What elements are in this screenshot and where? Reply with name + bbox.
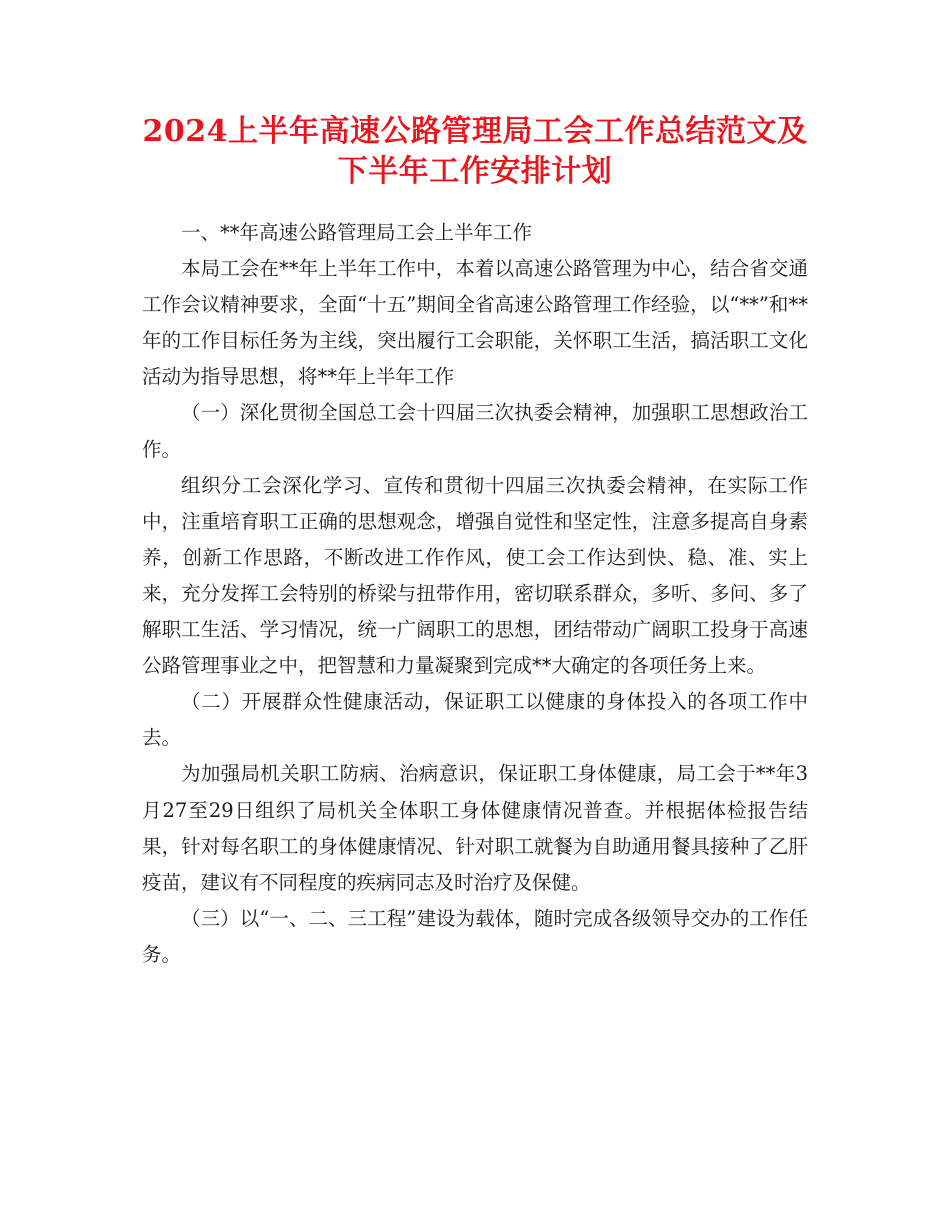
title-line-2: 下半年工作安排计划 — [337, 154, 613, 189]
document-body — [142, 215, 808, 973]
paragraph: 组织分工会深化学习、宣传和贯彻十四届三次执委会精神，在实际工作中，注重培育职工正确的思想观念，增强自觉性和坚定性，注意多提高自身素养，创新工作思路，不断改进工作作风，使工会工作达到快、稳、准、实上来，充分发挥工会特别的桥梁与扭带作用，密切联系群众，多听、多问、多了解职工生活、学习情况，统一广阔职工的思想，团结带动广阔职工投身于高速公路管理事业之中，把智慧和力量凝聚到完成**大确定的各项任务上来。 — [142, 473, 808, 678]
paragraph: 为加强局机关职工防病、治病意识，保证职工身体健康，局工会于**年3月27至29日组织了局机关全体职工身体健康情况普查。并根据体检报告结果，针对每名职工的身体健康情况、针对职工就餐为自助通用餐具接种了乙肝疫苗，建议有不同程度的疾病同志及时治疗及保健。 — [142, 762, 808, 894]
subsection-heading: （二）开展群众性健康活动，保证职工以健康的身体投入的各项工作中去。 — [142, 690, 808, 750]
title-line-1: 2024上半年高速公路管理局工会工作总结范文及 — [142, 114, 808, 149]
document-title — [120, 112, 830, 192]
section-heading: 一、**年高速公路管理局工会上半年工作 — [181, 221, 533, 244]
paragraph: 本局工会在**年上半年工作中，本着以高速公路管理为中心，结合省交通工作会议精神要求，全面“十五”期间全省高速公路管理工作经验，以“**”和**年的工作目标任务为主线，突出履行工会职能，关怀职工生活，搞活职工文化活动为指导思想，将**年上半年工作 — [142, 257, 808, 389]
subsection-heading: （一）深化贯彻全国总工会十四届三次执委会精神，加强职工思想政治工作。 — [142, 401, 808, 461]
subsection-heading: （三）以“一、二、三工程”建设为载体，随时完成各级领导交办的工作任务。 — [142, 906, 808, 966]
